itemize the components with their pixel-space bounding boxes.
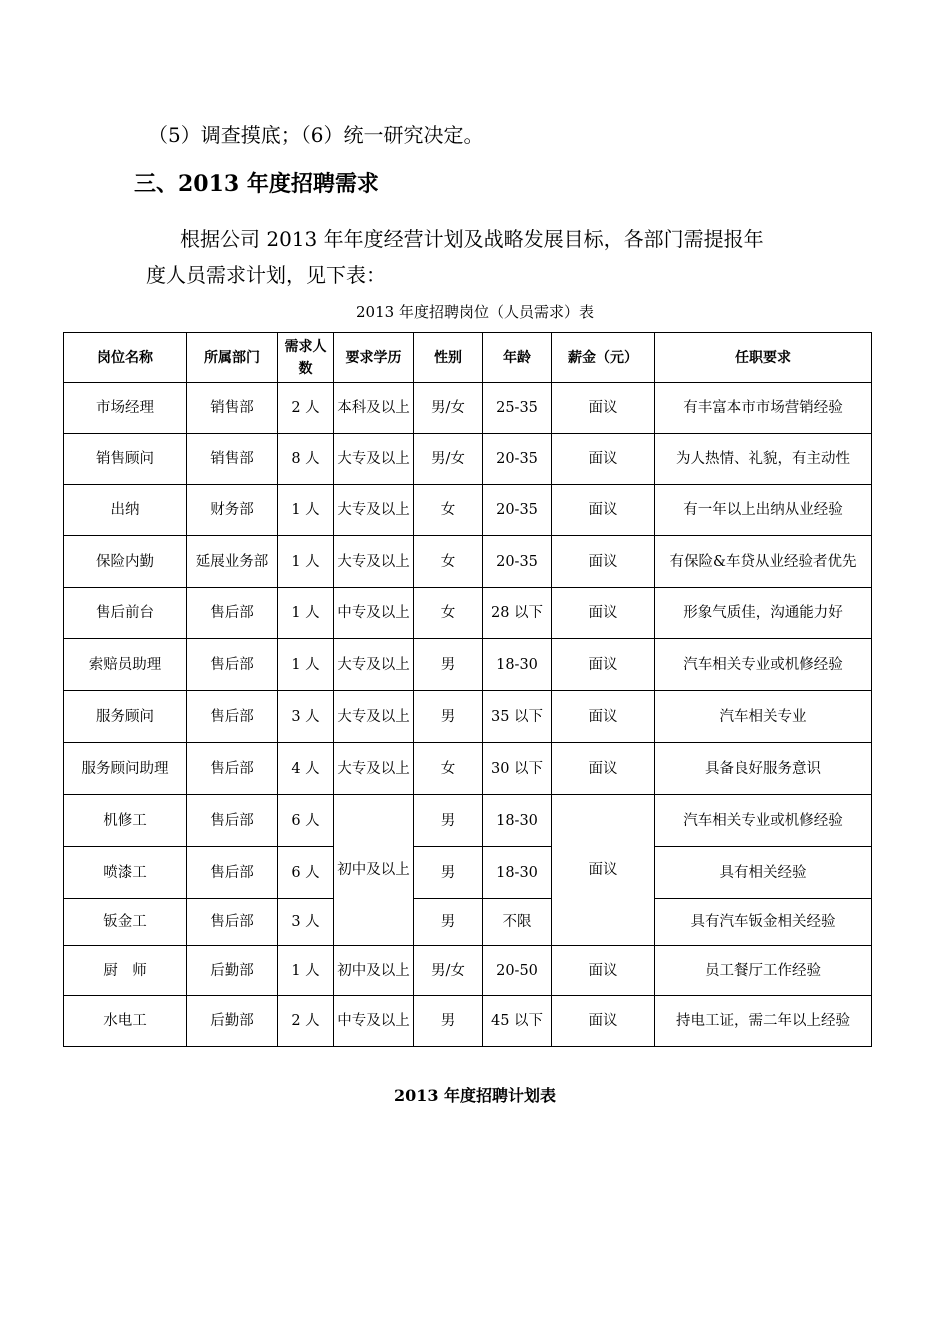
cell-requirement: 持电工证，需二年以上经验 [655,996,872,1047]
cell-salary: 面议 [552,434,655,485]
cell-position: 厨 师 [64,946,187,996]
cell-dept: 后勤部 [187,996,278,1047]
cell-dept: 售后部 [187,899,278,946]
cell-count: 3 人 [278,899,334,946]
header-gender: 性别 [414,333,483,383]
cell-count: 1 人 [278,536,334,588]
cell-dept: 延展业务部 [187,536,278,588]
cell-education: 本科及以上 [334,383,414,434]
table-row [64,899,872,946]
cell-gender: 男 [414,899,483,946]
cell-gender: 女 [414,743,483,795]
cell-position: 出纳 [64,485,187,536]
cell-requirement: 汽车相关专业或机修经验 [655,795,872,847]
cell-requirement: 为人热情、礼貌，有主动性 [655,434,872,485]
cell-dept: 销售部 [187,383,278,434]
table-row [64,743,872,795]
recruitment-table [63,332,872,1047]
cell-dept: 售后部 [187,588,278,639]
paragraph-line-3: 度人员需求计划，见下表： [146,263,386,287]
cell-education: 大专及以上 [334,434,414,485]
table-row [64,691,872,743]
header-salary: 薪金（元） [552,333,655,383]
cell-position: 喷漆工 [64,847,187,899]
cell-gender: 男 [414,639,483,691]
cell-gender: 男 [414,847,483,899]
cell-education: 大专及以上 [334,691,414,743]
cell-education: 中专及以上 [334,996,414,1047]
cell-salary: 面议 [552,691,655,743]
cell-position: 保险内勤 [64,536,187,588]
cell-gender: 男/女 [414,383,483,434]
header-education: 要求学历 [334,333,414,383]
cell-count: 1 人 [278,485,334,536]
table-row [64,847,872,899]
cell-gender: 女 [414,536,483,588]
cell-salary: 面议 [552,588,655,639]
cell-age: 45 以下 [483,996,552,1047]
cell-position: 服务顾问助理 [64,743,187,795]
paragraph-line-1: （5）调查摸底；（6）统一研究决定。 [148,123,484,147]
cell-position: 机修工 [64,795,187,847]
cell-age: 25-35 [483,383,552,434]
cell-dept: 售后部 [187,691,278,743]
cell-position: 索赔员助理 [64,639,187,691]
header-age: 年龄 [483,333,552,383]
cell-age: 20-35 [483,536,552,588]
plan-table-caption: 2013 年度招聘计划表 [393,1086,557,1105]
cell-count: 3 人 [278,691,334,743]
header-dept: 所属部门 [187,333,278,383]
cell-requirement: 有保险&车贷从业经验者优先 [655,536,872,588]
cell-age: 20-50 [483,946,552,996]
table-header-row [64,333,872,383]
table-caption: 2013 年度招聘岗位（人员需求）表 [356,303,594,321]
cell-position: 销售顾问 [64,434,187,485]
cell-requirement: 有丰富本市市场营销经验 [655,383,872,434]
cell-age: 20-35 [483,485,552,536]
cell-salary-merged: 面议 [552,795,655,946]
cell-gender: 男/女 [414,946,483,996]
cell-count: 8 人 [278,434,334,485]
cell-gender: 女 [414,588,483,639]
table-row [64,588,872,639]
cell-requirement: 有一年以上出纳从业经验 [655,485,872,536]
table-row [64,795,872,847]
cell-salary: 面议 [552,485,655,536]
cell-position: 水电工 [64,996,187,1047]
cell-salary: 面议 [552,383,655,434]
cell-requirement: 员工餐厅工作经验 [655,946,872,996]
cell-age: 不限 [483,899,552,946]
cell-count: 6 人 [278,795,334,847]
header-count: 需求人数 [278,333,334,383]
table-row [64,434,872,485]
cell-requirement: 具有相关经验 [655,847,872,899]
cell-education: 中专及以上 [334,588,414,639]
cell-age: 18-30 [483,639,552,691]
cell-count: 2 人 [278,383,334,434]
cell-requirement: 具有汽车钣金相关经验 [655,899,872,946]
cell-count: 1 人 [278,946,334,996]
cell-requirement: 汽车相关专业或机修经验 [655,639,872,691]
table-row [64,485,872,536]
cell-salary: 面议 [552,639,655,691]
cell-count: 4 人 [278,743,334,795]
cell-education: 大专及以上 [334,639,414,691]
cell-age: 20-35 [483,434,552,485]
cell-position: 售后前台 [64,588,187,639]
cell-position: 钣金工 [64,899,187,946]
cell-education: 大专及以上 [334,536,414,588]
cell-requirement: 形象气质佳，沟通能力好 [655,588,872,639]
cell-education: 大专及以上 [334,743,414,795]
cell-age: 28 以下 [483,588,552,639]
cell-dept: 售后部 [187,847,278,899]
cell-education-merged: 初中及以上 [334,795,414,946]
header-requirement: 任职要求 [655,333,872,383]
cell-gender: 男 [414,795,483,847]
cell-salary: 面议 [552,946,655,996]
cell-gender: 女 [414,485,483,536]
cell-position: 市场经理 [64,383,187,434]
cell-count: 6 人 [278,847,334,899]
cell-requirement: 汽车相关专业 [655,691,872,743]
table-row [64,536,872,588]
cell-gender: 男 [414,996,483,1047]
cell-salary: 面议 [552,743,655,795]
cell-count: 1 人 [278,588,334,639]
cell-dept: 售后部 [187,795,278,847]
cell-dept: 销售部 [187,434,278,485]
cell-age: 35 以下 [483,691,552,743]
cell-dept: 财务部 [187,485,278,536]
cell-age: 18-30 [483,795,552,847]
cell-count: 1 人 [278,639,334,691]
cell-dept: 售后部 [187,743,278,795]
cell-count: 2 人 [278,996,334,1047]
cell-education: 大专及以上 [334,485,414,536]
cell-salary: 面议 [552,536,655,588]
cell-education: 初中及以上 [334,946,414,996]
section-heading: 三、2013 年度招聘需求 [134,171,379,197]
paragraph-line-2: 根据公司 2013 年年度经营计划及战略发展目标，各部门需提报年 [180,227,764,251]
cell-salary: 面议 [552,996,655,1047]
table-row [64,383,872,434]
cell-gender: 男/女 [414,434,483,485]
cell-age: 30 以下 [483,743,552,795]
cell-age: 18-30 [483,847,552,899]
cell-dept: 售后部 [187,639,278,691]
table-row [64,946,872,996]
table-row [64,996,872,1047]
cell-position: 服务顾问 [64,691,187,743]
cell-gender: 男 [414,691,483,743]
table-row [64,639,872,691]
cell-requirement: 具备良好服务意识 [655,743,872,795]
header-position: 岗位名称 [64,333,187,383]
cell-dept: 后勤部 [187,946,278,996]
